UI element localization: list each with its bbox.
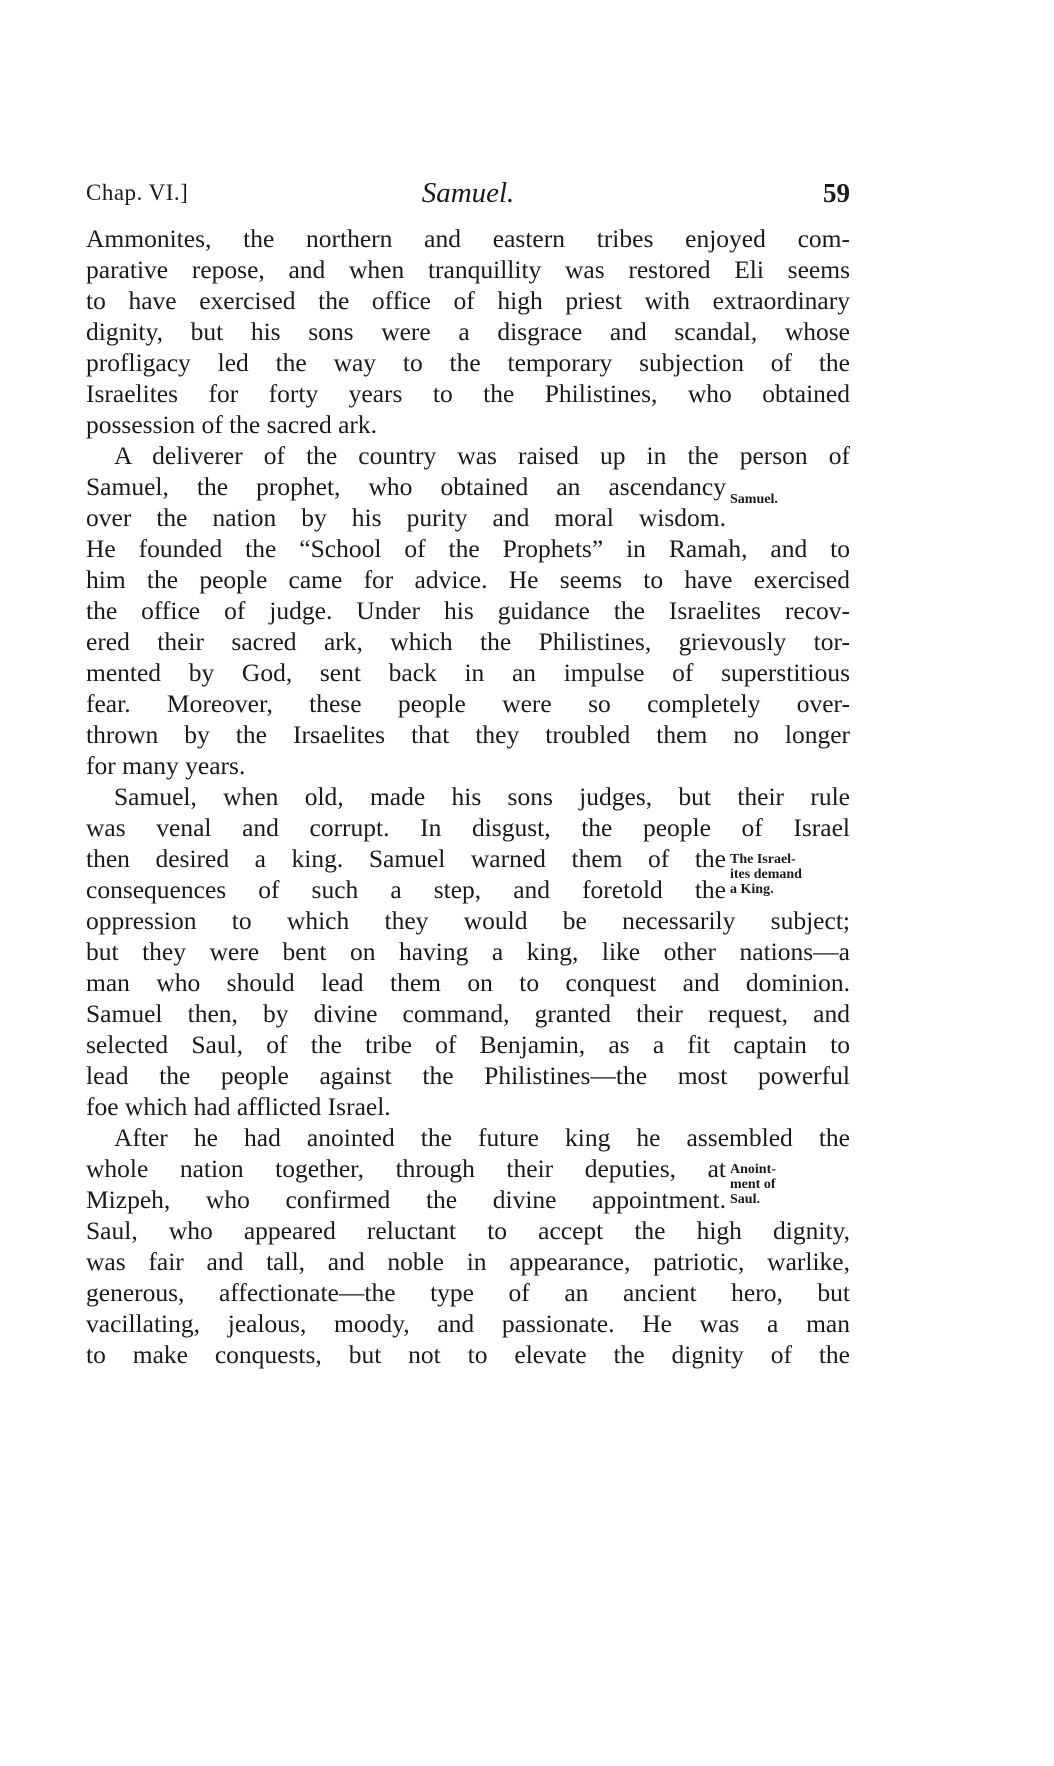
text-line: fear. Moreover, these people were so completely over- (86, 689, 850, 718)
sidenote-line: a King. (730, 882, 774, 897)
text-line: selected Saul, of the tribe of Benjamin, as a fit captain to (86, 1030, 850, 1059)
text-line: dignity, but his sons were a disgrace and scandal, whose (86, 317, 850, 346)
text-line: was venal and corrupt. In disgust, the people of Israel (86, 813, 850, 842)
text-line: man who should lead them on to conquest and dominion. (86, 968, 850, 997)
text-line: the office of judge. Under his guidance the Israelites recov- (86, 596, 850, 625)
text-line: Ammonites, the northern and eastern tribes enjoyed com- (86, 224, 850, 253)
text-line: then desired a king. Samuel warned them of the (86, 844, 726, 873)
text-line: ered their sacred ark, which the Philistines, grievously tor- (86, 627, 850, 656)
text-line: over the nation by his purity and moral wisdom. (86, 503, 726, 532)
text-line: A deliverer of the country was raised up in the person of (114, 441, 850, 470)
sidenote-samuel (730, 492, 778, 507)
text-line: him the people came for advice. He seems to have exercised (86, 565, 850, 594)
text-line: After he had anointed the future king he assembled the (114, 1123, 850, 1152)
text-line: He founded the “School of the Prophets” in Ramah, and to (86, 534, 850, 563)
text-line: oppression to which they would be necessarily subject; (86, 906, 850, 935)
sidenote-line: Saul. (730, 1192, 760, 1207)
text-line: profligacy led the way to the temporary subjection of the (86, 348, 850, 377)
sidenote-line: Anoint- (730, 1162, 776, 1177)
text-line: foe which had afflicted Israel. (86, 1092, 391, 1121)
text-line: Mizpeh, who confirmed the divine appointment. (86, 1185, 726, 1214)
text-line: mented by God, sent back in an impulse of superstitious (86, 658, 850, 687)
running-header (86, 177, 850, 220)
page-number: 59 (823, 178, 850, 208)
text-line: generous, affectionate—the type of an ancient hero, but (86, 1278, 850, 1307)
text-line: thrown by the Irsaelites that they troubled them no longer (86, 720, 850, 749)
sidenote-line: Samuel. (730, 492, 778, 507)
sidenote-line: ment of (730, 1177, 776, 1192)
text-line: whole nation together, through their deputies, at (86, 1154, 726, 1183)
text-line: possession of the sacred ark. (86, 410, 378, 439)
running-title: Samuel. (421, 177, 515, 209)
text-line: vacillating, jealous, moody, and passionate. He was a man (86, 1309, 850, 1338)
sidenote-line: The Israel- (730, 852, 796, 867)
text-line: Samuel then, by divine command, granted their request, and (86, 999, 850, 1028)
chapter-label: Chap. VI.] (86, 180, 189, 205)
sidenote-anointment (730, 1162, 776, 1207)
text-line: was fair and tall, and noble in appearance, patriotic, warlike, (86, 1247, 850, 1276)
text-line: Samuel, the prophet, who obtained an ascendancy (86, 472, 726, 501)
text-line: but they were bent on having a king, like other nations—a (86, 937, 850, 966)
text-line: Saul, who appeared reluctant to accept the high dignity, (86, 1216, 850, 1245)
text-line: parative repose, and when tranquillity was restored Eli seems (86, 255, 850, 284)
text-line: Israelites for forty years to the Philistines, who obtained (86, 379, 850, 408)
text-line: consequences of such a step, and foretold the (86, 875, 726, 904)
text-line: Samuel, when old, made his sons judges, but their rule (114, 782, 850, 811)
text-line: lead the people against the Philistines—the most powerful (86, 1061, 850, 1090)
text-line: to make conquests, but not to elevate the dignity of the (86, 1340, 850, 1369)
sidenote-line: ites demand (730, 867, 802, 882)
sidenote-israelites-demand (730, 852, 802, 897)
text-line: for many years. (86, 751, 246, 780)
text-line: to have exercised the office of high priest with extraordinary (86, 286, 850, 315)
